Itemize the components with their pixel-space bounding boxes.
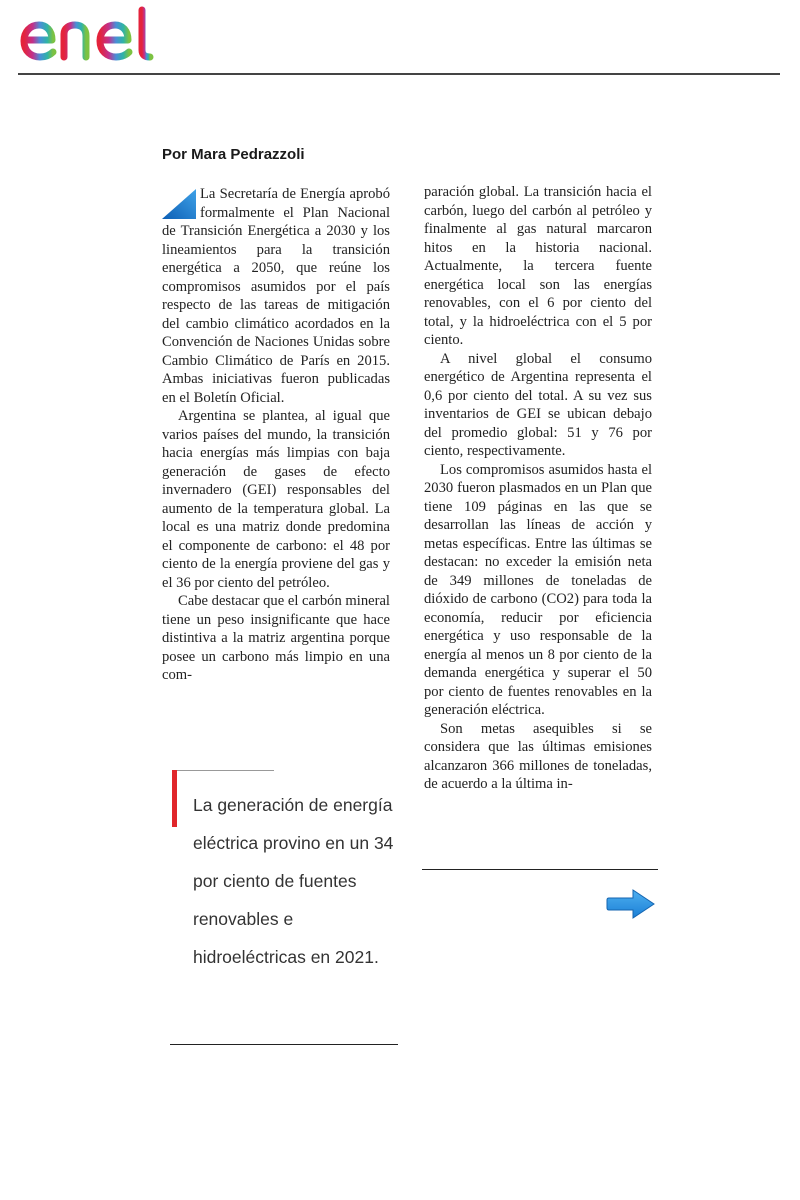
article-byline: Por Mara Pedrazzoli	[162, 146, 305, 163]
pull-quote-text: La generación de energía eléctrica provino en un 34 por ciento de fuentes renovables e hidroeléctricas en 2021.	[193, 795, 394, 967]
column-end-rule	[422, 869, 658, 870]
pull-quote-top-rule	[176, 770, 274, 771]
paragraph: Cabe destacar que el carbón mineral tiene un peso insignificante que hace distintiva a la matriz argentina porque posee un carbono más limpio en una com-	[162, 593, 390, 683]
paragraph: A nivel global el consumo energético de Argentina representa el 0,6 por ciento del total. A su vez sus inventarios de GEI se ubican debajo del promedio global: 51 y 76 por ciento, respectivamente.	[424, 350, 652, 459]
paragraph: La Secretaría de Energía aprobó formalmente el Plan Nacional de Transición Energética a 2030 y los lineamientos para la transición energética a 2050, que reúne los compromisos asumidos por el país respecto de las tareas de mitigación del cambio climático acordados en la Convención de Naciones Unidas sobre Cambio Climático de París en 2015. Ambas iniciativas fueron publicadas en el Boletín Oficial.	[162, 186, 390, 406]
paragraph: paración global. La transición hacia el carbón, luego del carbón al petróleo y finalmente al gas natural marcaron hitos en la historia nacional. Actualmente, la tercera fuente energética local son las energías renovables, con el 6 por ciento del total, y la hidroeléctrica con el 5 por ciento.	[424, 184, 652, 348]
enel-logo-graphic	[16, 6, 186, 68]
arrow-right-icon[interactable]	[605, 887, 657, 921]
pull-quote	[170, 768, 400, 1048]
pull-quote-bottom-rule	[170, 1044, 398, 1045]
paragraph: Argentina se plantea, al igual que varios países del mundo, la transición hacia energías más limpias con baja generación de gases de efecto invernadero (GEI) responsables del aumento de la temperatura global. La local es una matriz donde predomina el componente de carbono: el 48 por ciento de la energía proviene del gas y el 36 por ciento del petróleo.	[162, 408, 390, 591]
enel-logo	[16, 6, 186, 68]
article-column-left	[162, 185, 390, 685]
paragraph: Son metas asequibles si se considera que las últimas emisiones alcanzaron 366 millones de toneladas, de acuerdo a la última in-	[424, 720, 652, 792]
triangle-dropcap-icon	[162, 189, 196, 219]
header-divider	[18, 73, 780, 75]
pull-quote-accent-bar	[172, 770, 177, 827]
paragraph: Los compromisos asumidos hasta el 2030 fueron plasmados en un Plan que tiene 109 páginas en las que se desarrollan las líneas de acción y metas específicas. Entre las últimas se destacan: no exceder la emisión neta de 349 millones de toneladas de dióxido de carbono (CO2) para toda la economía, reducir por eficiencia energética y uso responsable de la energía al menos un 8 por ciento de la demanda energética y superar el 50 por ciento de fuentes renovables en la generación eléctrica.	[424, 461, 652, 718]
article-column-right	[424, 183, 652, 794]
next-page-button[interactable]	[605, 887, 657, 921]
